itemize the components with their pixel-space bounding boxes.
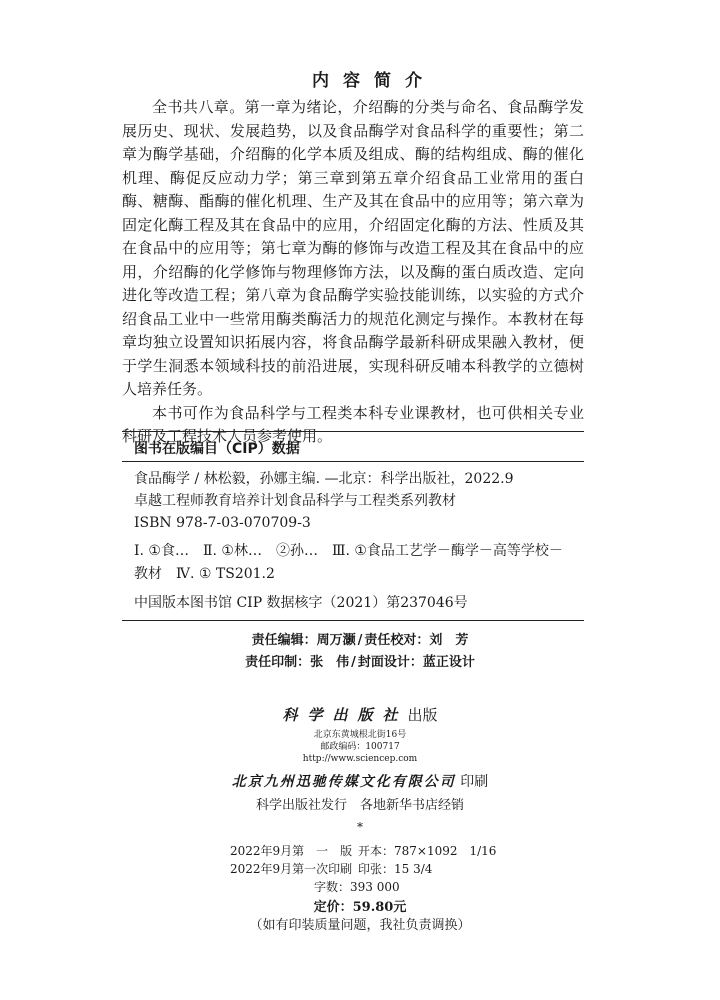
- editor-label: 责任编辑：: [251, 633, 317, 648]
- printing-date: 2022年9月第一次印刷: [230, 862, 353, 876]
- distribution-line: 科学出版社发行 各地新华书店经销: [255, 798, 464, 813]
- credits-line-1: 责任编辑：周万灏 / 责任校对：刘 芳: [251, 633, 469, 648]
- cip-top-rule: [122, 431, 584, 432]
- cip-line-classification: Ⅰ. ①食… Ⅱ. ①林… ②孙… Ⅲ. ①食品工艺学－酶学－高等学校－: [134, 543, 563, 559]
- cip-line-title: 食品酶学 / 林松毅，孙娜主编. —北京：科学出版社，2022.9: [134, 471, 514, 487]
- printed-sheets: 印张：15 3/4: [358, 862, 433, 876]
- format-size: 开本：787×1092 1/16: [358, 844, 497, 858]
- summary-paragraph-2: 本书可作为食品科学与工程类本科专业课教材，也可供相关专业科研及工程技术人员参考使用。: [122, 403, 584, 445]
- printer-line: [0, 771, 720, 791]
- printer-name: 北京九州迅驰传媒文化有限公司: [231, 774, 456, 790]
- price-label: 定价：: [313, 900, 353, 915]
- print-manager-label: 责任印制：: [245, 655, 311, 670]
- publisher-postcode: 邮政编码：100717: [320, 742, 400, 752]
- publisher-suffix: 出版: [407, 706, 438, 724]
- publisher-url: http://www.sciencep.com: [302, 754, 418, 764]
- word-count: 字数：393 000: [314, 880, 400, 894]
- credits-line-2: 责任印制：张 伟 / 封面设计：蓝正设计: [245, 655, 475, 670]
- cip-line-series: 卓越工程师教育培养计划食品科学与工程类系列教材: [134, 493, 456, 509]
- cover-designer-name: 蓝正设计: [422, 655, 475, 670]
- cip-line-isbn: ISBN 978-7-03-070709-3: [134, 515, 311, 531]
- print-manager-name: 张 伟: [310, 655, 350, 670]
- price-line: [0, 896, 720, 915]
- cover-designer-label: 封面设计：: [357, 655, 423, 670]
- cip-line-classification-2: 教材 Ⅳ. ① TS201.2: [134, 566, 275, 582]
- cip-bottom-rule: [122, 620, 584, 621]
- price-value: 59.80元: [352, 900, 407, 915]
- publisher-address: 北京东黄城根北街16号: [313, 730, 407, 740]
- printer-suffix: 印刷: [460, 774, 489, 790]
- summary: [122, 96, 584, 449]
- publisher-line: [0, 704, 720, 725]
- cip-heading: 图书在版编目（CIP）数据: [134, 441, 300, 457]
- summary-paragraph-1: 全书共八章。第一章为绪论，介绍酶的分类与命名、食品酶学发展历史、现状、发展趋势，以及食品酶学对食品科学的重要性；第二章为酶学基础，介绍酶的化学本质及组成、酶的结构组成、酶的催化机理、酶促反应动力学；第三章到第五章介绍食品工业常用的蛋白酶、糖酶、酯酶的催化机理、生产及其在食品中的应用等；第六章为固定化酶工程及其在食品中的应用，介绍固定化酶的方法、性质及其在食品中的应用等；第七章为酶的修饰与改造工程及其在食品中的应用，介绍酶的化学修饰与物理修饰方法，以及酶的蛋白质改造、定向进化等改造工程；第八章为食品酶学实验技能训练，以实验的方式介绍食品工业中一些常用酶类酶活力的规范化测定与操作。本教材在每章均独立设置知识拓展内容，将食品酶学最新科研成果融入教材，便于学生洞悉本领域科技的前沿进展，实现科研反哺本科教学的立德树人培养任务。: [122, 98, 584, 398]
- edition-line-2: [230, 860, 432, 878]
- editor-name: 周万灏: [316, 633, 356, 648]
- edition-line-1: [230, 842, 496, 860]
- quality-note: （如有印装质量问题，我社负责调换）: [249, 918, 471, 933]
- cip-heading-rule: [122, 461, 584, 462]
- edition-date: 2022年9月第 一 版: [230, 844, 353, 858]
- page-title: 内容简介: [312, 71, 436, 91]
- asterisk-separator: *: [357, 820, 363, 834]
- proofreader-name: 刘 芳: [429, 633, 469, 648]
- proofreader-label: 责任校对：: [364, 633, 430, 648]
- cip-line-record: 中国版本图书馆 CIP 数据核字（2021）第237046号: [134, 595, 468, 611]
- publisher-name: 科学出版社: [282, 706, 408, 724]
